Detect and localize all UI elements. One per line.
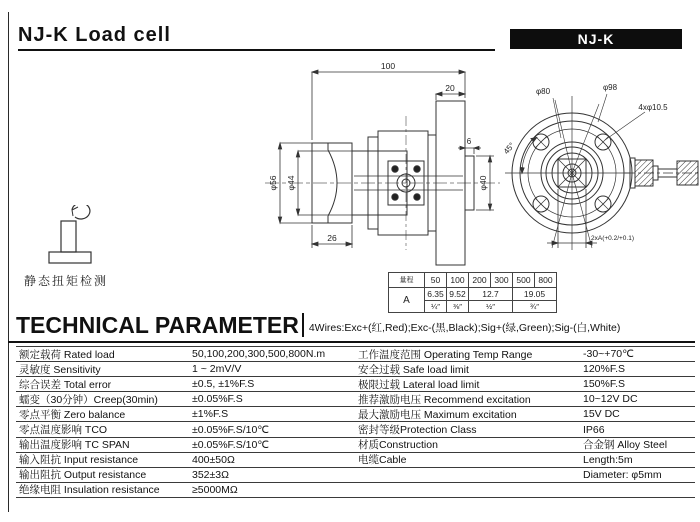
dim-hub-protrusion: 6 [466, 137, 472, 146]
heading-divider-bar [302, 313, 304, 337]
param-value: Length:5m [583, 453, 633, 466]
size-table-row-label: A [389, 288, 425, 313]
param-label: 材质Construction [358, 439, 438, 452]
size-table-header-cell: 100 [447, 273, 469, 288]
dim-diameter-44: φ44 [286, 175, 296, 191]
param-label: 综合误差 Total error [19, 378, 112, 391]
param-label: 输出阻抗 Output resistance [19, 469, 147, 482]
front-view-drawing [495, 80, 700, 265]
param-label: 输出温度影响 TC SPAN [19, 439, 130, 452]
parameter-table [16, 346, 695, 498]
param-row [355, 438, 695, 453]
section-title: TECHNICAL PARAMETER [16, 312, 299, 338]
size-table-header-cell: 500 [513, 273, 535, 288]
param-row [16, 377, 355, 392]
size-table-mm-cell: 19.05 [513, 288, 557, 301]
page-title: NJ-K Load cell [18, 24, 171, 46]
dim-bolt-holes: 4xφ10.5 [638, 103, 668, 112]
wiring-note: 4Wires:Exc+(红,Red);Exc-(黑,Black);Sig+(绿,Green);Sig-(白,White) [308, 322, 621, 334]
dim-hole-angle: 45° [501, 140, 517, 156]
torque-tester-icon [28, 205, 98, 267]
param-label: 灵敏度 Sensitivity [19, 363, 101, 376]
param-value: 352±3Ω [192, 468, 229, 481]
size-table-header-cell: 300 [491, 273, 513, 288]
param-label: 推荐激励电压 Recommend excitation [358, 393, 531, 406]
dim-diameter-56: φ56 [268, 175, 278, 191]
dim-keyway: 2xA(+0.2/+0.1) [591, 235, 634, 242]
parameter-column-right [355, 346, 695, 498]
dim-diameter-40: φ40 [478, 175, 488, 191]
param-row [16, 392, 355, 407]
size-table-inch-cell: ½″ [469, 301, 513, 313]
param-row [355, 483, 695, 498]
page-left-border [8, 12, 9, 512]
size-table-mm-cell: 6.35 [425, 288, 447, 301]
cable-gland [625, 158, 700, 188]
size-table-header-row [389, 273, 557, 288]
key-size-table [388, 272, 557, 313]
dim-left-section: 26 [327, 233, 337, 243]
param-row [355, 362, 695, 377]
param-value: ≥5000MΩ [192, 483, 238, 496]
dim-bolt-circle: φ80 [535, 87, 551, 96]
param-label: 最大激励电压 Maximum excitation [358, 408, 517, 421]
param-label: 密封等级Protection Class [358, 424, 477, 437]
param-row [16, 468, 355, 483]
size-table-mm-cell: 12.7 [469, 288, 513, 301]
param-row [16, 347, 355, 362]
dim-outer-diameter: φ98 [602, 83, 618, 92]
dim-flange-width: 20 [445, 83, 455, 93]
param-row [16, 483, 355, 498]
size-table-mm-cell: 9.52 [447, 288, 469, 301]
size-table-inch-cell: ¼″ [425, 301, 447, 313]
param-value: 合金钢 Alloy Steel [583, 439, 668, 452]
param-value: 10~12V DC [583, 393, 638, 406]
param-value: ±0.5, ±1%F.S [192, 378, 255, 391]
param-label: 绝缘电阻 Insulation resistance [19, 484, 160, 497]
size-table-header-cell: 200 [469, 273, 491, 288]
param-value: -30~+70℃ [583, 348, 634, 361]
dim-overall-length: 100 [380, 61, 396, 71]
param-row [355, 407, 695, 422]
param-value: 15V DC [583, 408, 620, 421]
param-row [16, 362, 355, 377]
param-value: 120%F.S [583, 363, 626, 376]
param-value: 1 ~ 2mV/V [192, 363, 242, 376]
model-badge: NJ-K [510, 29, 682, 49]
size-table-inch-cell: ⅜″ [447, 301, 469, 313]
param-row [16, 438, 355, 453]
param-value: IP66 [583, 423, 605, 436]
param-label: 零点平衡 Zero balance [19, 408, 126, 421]
param-value: 50,100,200,300,500,800N.m [192, 348, 326, 361]
param-row [16, 422, 355, 437]
param-row [355, 392, 695, 407]
param-label: 额定载荷 Rated load [19, 348, 115, 361]
size-table-header-cell: 量程 [389, 273, 425, 288]
param-value: ±0.05%F.S/10℃ [192, 423, 270, 436]
param-row [355, 468, 695, 483]
param-value: 150%F.S [583, 378, 626, 391]
size-table-mm-row [389, 288, 557, 301]
param-value: ±0.05%F.S/10℃ [192, 438, 270, 451]
size-table-inch-cell: ¾″ [513, 301, 557, 313]
torque-caption: 静态扭矩检测 [24, 274, 109, 288]
param-row [355, 377, 695, 392]
param-value: ±1%F.S [192, 408, 229, 421]
param-row [16, 407, 355, 422]
param-row [16, 453, 355, 468]
param-row [355, 347, 695, 362]
param-value: 400±50Ω [192, 453, 235, 466]
param-value: ±0.05%F.S [192, 393, 243, 406]
param-label: 工作温度范围 Operating Temp Range [358, 348, 533, 361]
param-label: 安全过载 Safe load limit [358, 363, 469, 376]
heading-rule [8, 341, 695, 343]
title-underline [18, 49, 495, 51]
param-label: 零点温度影响 TCO [19, 424, 108, 437]
size-table-header-cell: 50 [425, 273, 447, 288]
param-label: 输入阻抗 Input resistance [19, 454, 139, 467]
param-label: 极限过载 Lateral load limit [358, 378, 480, 391]
param-row [355, 422, 695, 437]
parameter-column-left [16, 346, 355, 498]
param-label: 蠕变（30分钟）Creep(30min) [19, 393, 158, 406]
param-value: Diameter: φ5mm [583, 468, 662, 481]
size-table-header-cell: 800 [535, 273, 557, 288]
technical-parameter-heading [16, 313, 620, 337]
param-row [355, 453, 695, 468]
param-label: 电缆Cable [358, 454, 407, 467]
